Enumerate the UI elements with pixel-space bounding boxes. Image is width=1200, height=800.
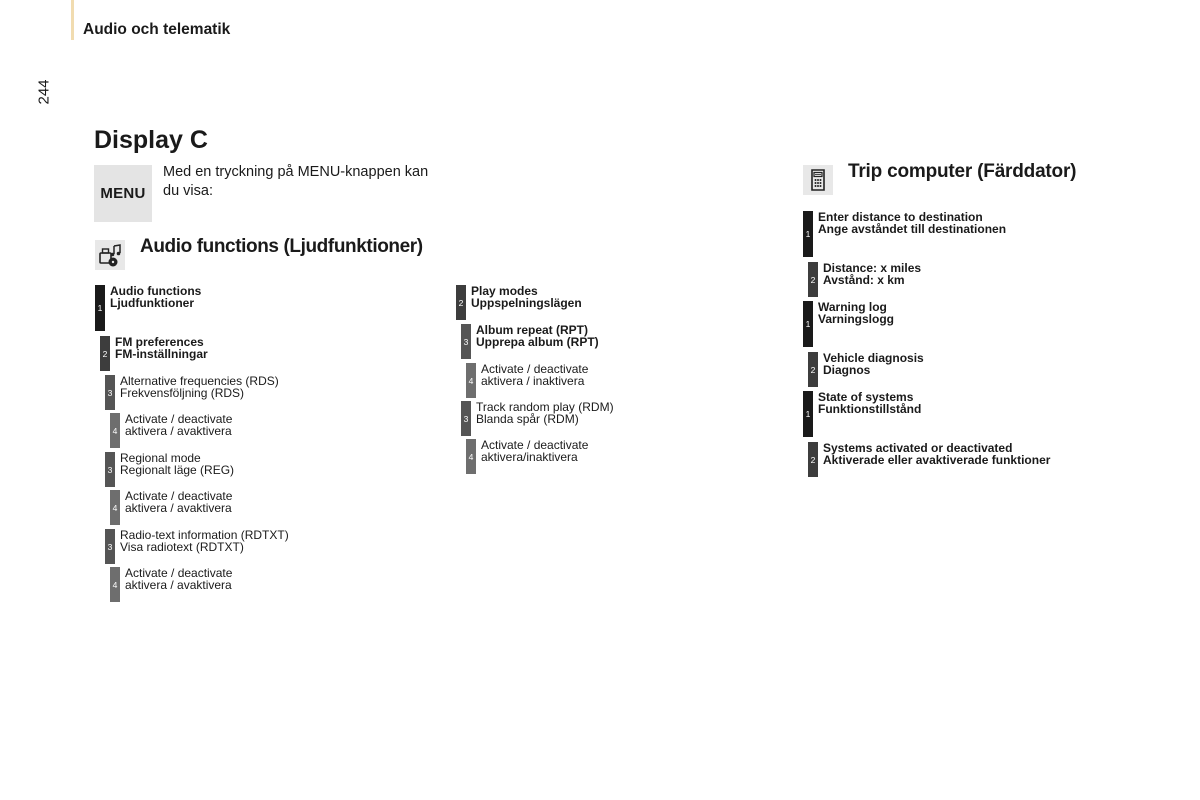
entry-label-en: Systems activated or deactivated bbox=[823, 441, 1013, 455]
level-marker bbox=[803, 211, 813, 257]
margin-rule bbox=[71, 0, 74, 40]
level-marker bbox=[105, 529, 115, 564]
level-marker bbox=[110, 567, 120, 602]
entry-label-sv: aktivera / avaktivera bbox=[125, 578, 232, 592]
menu-entry-text bbox=[115, 336, 208, 360]
page-number: 244 bbox=[35, 79, 53, 105]
entry-label-en: Play modes bbox=[471, 284, 538, 298]
entry-label-en: Activate / deactivate bbox=[125, 566, 233, 580]
entry-label-sv: Varningslogg bbox=[818, 312, 895, 326]
entry-label-en: Activate / deactivate bbox=[481, 438, 589, 452]
entry-label-en: Enter distance to destination bbox=[818, 210, 983, 224]
level-marker bbox=[461, 324, 471, 359]
entry-label-en: Distance: x miles bbox=[823, 261, 922, 275]
level-marker bbox=[100, 336, 110, 371]
menu-entry-text bbox=[125, 490, 232, 514]
entry-label-sv: Blanda spår (RDM) bbox=[476, 412, 579, 426]
menu-entry-text bbox=[471, 285, 582, 309]
level-number: 4 bbox=[468, 451, 474, 462]
entry-label-en: Album repeat (RPT) bbox=[476, 323, 589, 337]
level-marker bbox=[808, 442, 818, 477]
level-number: 1 bbox=[805, 409, 811, 419]
menu-entry-text bbox=[125, 413, 232, 437]
level-number: 4 bbox=[468, 375, 474, 386]
menu-entry-text bbox=[481, 439, 588, 463]
level-number: 3 bbox=[107, 464, 113, 475]
entry-label-sv: Diagnos bbox=[823, 363, 871, 377]
entry-label-sv: Avstånd: x km bbox=[823, 273, 905, 287]
entry-label-en: Vehicle diagnosis bbox=[823, 351, 924, 365]
audio-functions-icon bbox=[95, 240, 125, 270]
menu-entry-text bbox=[818, 301, 894, 325]
menu-entry-text bbox=[818, 211, 1006, 235]
intro-text: Med en tryckning på MENU-knappen kan du visa: bbox=[163, 164, 429, 199]
menu-entry-text bbox=[476, 324, 599, 348]
level-marker bbox=[456, 285, 466, 320]
entry-label-en: Activate / deactivate bbox=[125, 489, 233, 503]
level-marker bbox=[803, 301, 813, 347]
level-marker bbox=[110, 490, 120, 525]
menu-entry-text bbox=[481, 363, 588, 387]
level-marker bbox=[105, 452, 115, 487]
entry-label-en: Warning log bbox=[818, 300, 887, 314]
entry-label-en: Radio-text information (RDTXT) bbox=[120, 528, 289, 542]
menu-entry-text bbox=[823, 262, 921, 286]
level-number: 4 bbox=[112, 425, 118, 436]
audio-section-title: Audio functions (Ljudfunktioner) bbox=[140, 236, 423, 257]
level-marker bbox=[105, 375, 115, 410]
menu-entry-text bbox=[818, 391, 921, 415]
menu-entry-text bbox=[120, 375, 279, 399]
menu-key-label: MENU bbox=[100, 185, 146, 202]
entry-label-en: Track random play (RDM) bbox=[476, 400, 614, 414]
entry-label-sv: aktivera / inaktivera bbox=[481, 374, 585, 388]
level-marker bbox=[803, 391, 813, 437]
entry-label-en: FM preferences bbox=[115, 335, 204, 349]
section-header: Audio och telematik bbox=[83, 21, 231, 38]
level-number: 2 bbox=[458, 297, 464, 308]
level-number: 2 bbox=[810, 364, 816, 375]
level-number: 2 bbox=[810, 454, 816, 465]
menu-entry-text bbox=[120, 452, 234, 476]
level-marker bbox=[95, 285, 105, 331]
level-number: 4 bbox=[112, 502, 118, 513]
menu-key-icon bbox=[94, 165, 152, 222]
entry-label-sv: FM-inställningar bbox=[115, 347, 208, 361]
entry-label-sv: Ljudfunktioner bbox=[110, 296, 194, 310]
level-number: 1 bbox=[805, 229, 811, 239]
level-number: 3 bbox=[107, 541, 113, 552]
entry-label-en: Regional mode bbox=[120, 451, 201, 465]
level-number: 3 bbox=[107, 387, 113, 398]
level-marker bbox=[110, 413, 120, 448]
trip-computer-icon bbox=[803, 165, 833, 195]
menu-entry-text bbox=[476, 401, 614, 425]
level-marker bbox=[808, 262, 818, 297]
menu-entry-text bbox=[823, 352, 924, 376]
entry-label-sv: aktivera / avaktivera bbox=[125, 501, 232, 515]
level-number: 3 bbox=[463, 336, 469, 347]
level-marker bbox=[466, 363, 476, 398]
entry-label-sv: Regionalt läge (REG) bbox=[120, 463, 235, 477]
level-number: 1 bbox=[805, 319, 811, 329]
entry-label-en: Alternative frequencies (RDS) bbox=[120, 374, 279, 388]
level-number: 4 bbox=[112, 579, 118, 590]
menu-entry-text bbox=[125, 567, 232, 591]
level-marker bbox=[461, 401, 471, 436]
level-number: 2 bbox=[102, 348, 108, 359]
entry-label-sv: aktivera/inaktivera bbox=[481, 450, 578, 464]
menu-entry-text bbox=[823, 442, 1050, 466]
entry-label-sv: Funktionstillstånd bbox=[818, 402, 922, 416]
entry-label-sv: Frekvensföljning (RDS) bbox=[120, 386, 245, 400]
entry-label-sv: Uppspelningslägen bbox=[471, 296, 582, 310]
entry-label-sv: Ange avståndet till destinationen bbox=[818, 222, 1007, 236]
menu-entry-text bbox=[120, 529, 289, 553]
level-number: 2 bbox=[810, 274, 816, 285]
entry-label-en: Activate / deactivate bbox=[481, 362, 589, 376]
entry-label-sv: Upprepa album (RPT) bbox=[476, 335, 599, 349]
entry-label-en: Activate / deactivate bbox=[125, 412, 233, 426]
entry-label-sv: Visa radiotext (RDTXT) bbox=[120, 540, 244, 554]
level-marker bbox=[466, 439, 476, 474]
page-title: Display C bbox=[94, 126, 208, 154]
level-marker bbox=[808, 352, 818, 387]
trip-section-title: Trip computer (Färddator) bbox=[848, 161, 1077, 182]
entry-label-en: Audio functions bbox=[110, 284, 202, 298]
menu-entry-text bbox=[110, 285, 201, 309]
level-number: 3 bbox=[463, 413, 469, 424]
level-number: 1 bbox=[97, 303, 103, 313]
entry-label-en: State of systems bbox=[818, 390, 914, 404]
entry-label-sv: aktivera / avaktivera bbox=[125, 424, 232, 438]
entry-label-sv: Aktiverade eller avaktiverade funktioner bbox=[823, 453, 1051, 467]
